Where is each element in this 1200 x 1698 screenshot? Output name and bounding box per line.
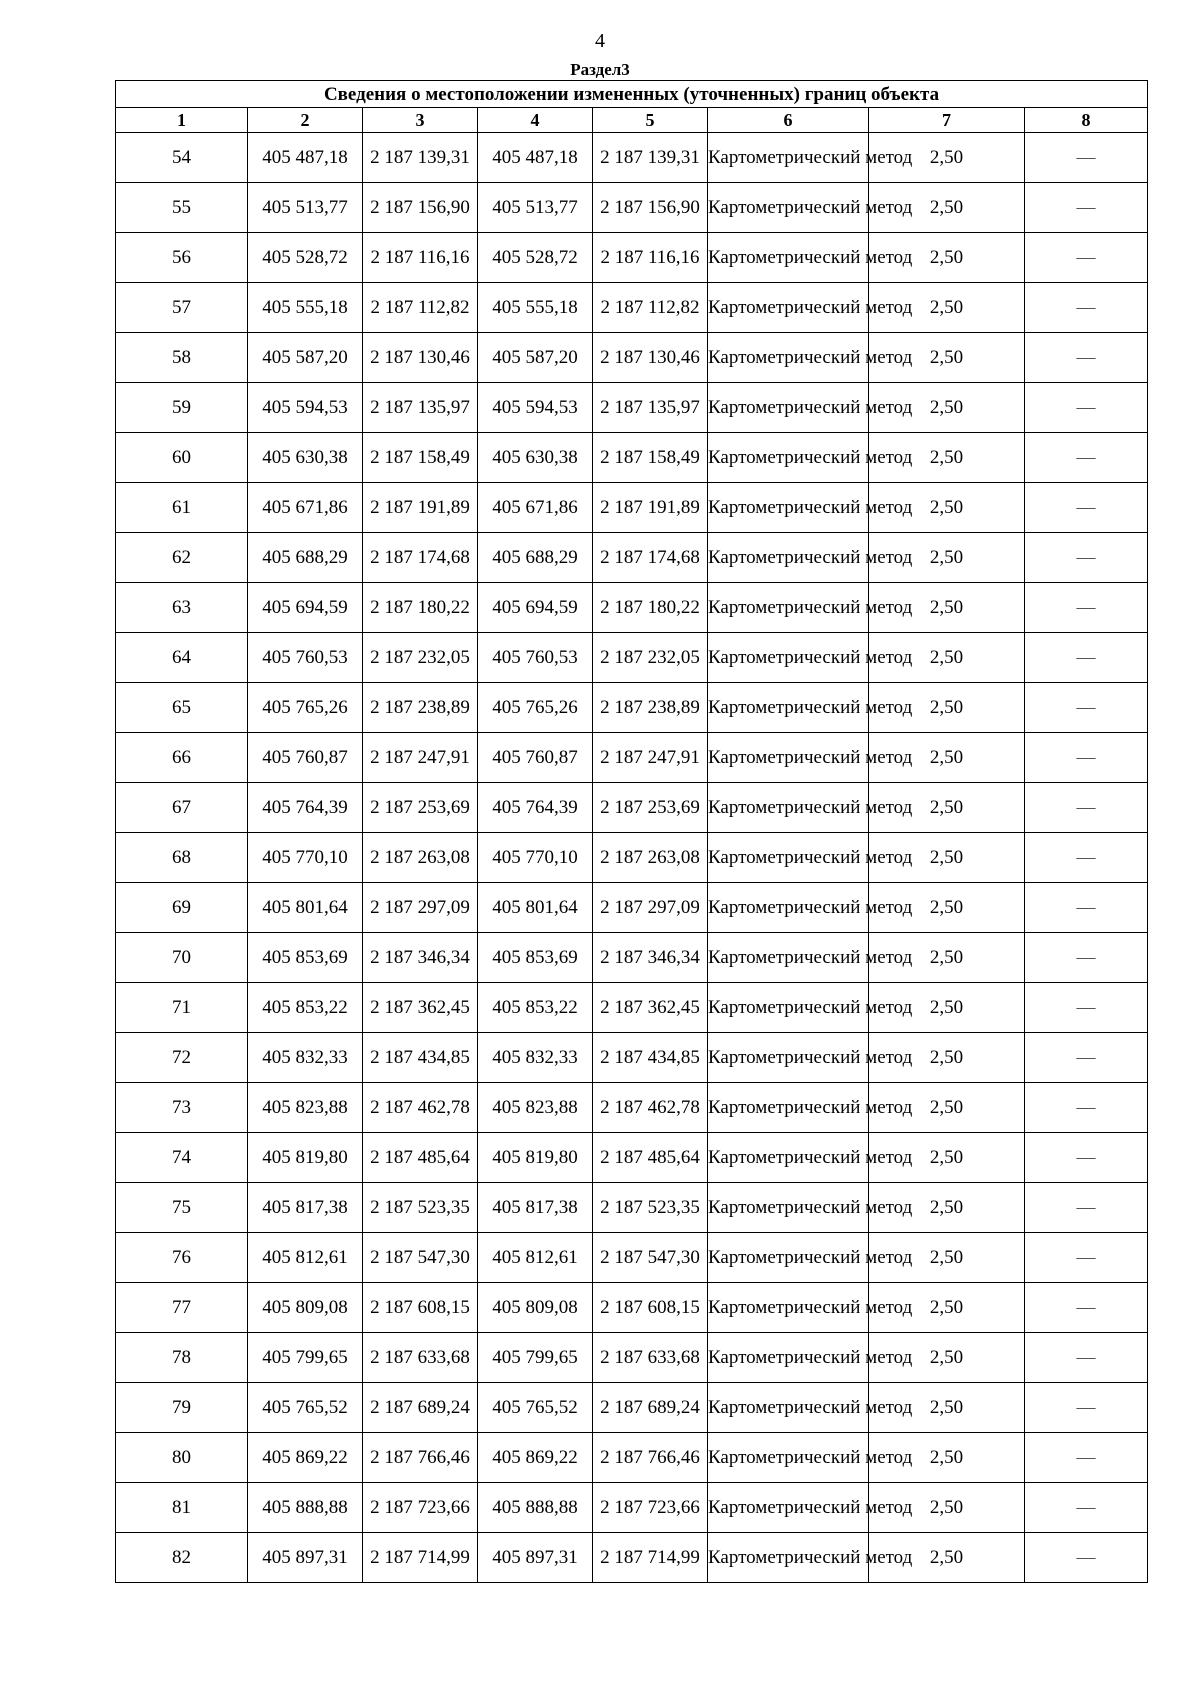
point-number-cell: 62 — [116, 533, 248, 583]
point-number-cell: 55 — [116, 183, 248, 233]
method-cell: Картометрический метод — [708, 533, 869, 583]
method-cell: Картометрический метод — [708, 1533, 869, 1583]
coordinate-cell: 2 187 362,45 — [363, 983, 478, 1033]
table-row — [116, 933, 1148, 983]
coordinate-cell: 2 187 547,30 — [593, 1233, 708, 1283]
table-row — [116, 1483, 1148, 1533]
table-row — [116, 633, 1148, 683]
method-cell: Картометрический метод — [708, 1483, 869, 1533]
coordinate-cell: 405 671,86 — [478, 483, 593, 533]
description-cell: — — [1025, 383, 1148, 433]
accuracy-cell: 2,50 — [869, 1033, 1025, 1083]
coordinate-cell: 2 187 191,89 — [363, 483, 478, 533]
method-cell: Картометрический метод — [708, 633, 869, 683]
coordinate-cell: 2 187 297,09 — [363, 883, 478, 933]
coordinate-cell: 405 897,31 — [248, 1533, 363, 1583]
coordinate-cell: 2 187 633,68 — [363, 1333, 478, 1383]
coordinate-cell: 2 187 434,85 — [363, 1033, 478, 1083]
column-number: 3 — [363, 108, 478, 133]
table-row — [116, 1233, 1148, 1283]
coordinate-cell: 405 823,88 — [248, 1083, 363, 1133]
coordinate-cell: 405 823,88 — [478, 1083, 593, 1133]
description-cell: — — [1025, 883, 1148, 933]
table-row — [116, 883, 1148, 933]
table-row — [116, 583, 1148, 633]
table-row — [116, 1033, 1148, 1083]
accuracy-cell: 2,50 — [869, 1383, 1025, 1433]
coordinate-cell: 2 187 485,64 — [363, 1133, 478, 1183]
coordinate-cell: 405 671,86 — [248, 483, 363, 533]
coordinate-cell: 405 594,53 — [478, 383, 593, 433]
coordinate-cell: 405 869,22 — [248, 1433, 363, 1483]
coordinate-cell: 2 187 714,99 — [593, 1533, 708, 1583]
column-number: 1 — [116, 108, 248, 133]
description-cell: — — [1025, 783, 1148, 833]
table-row — [116, 683, 1148, 733]
accuracy-cell: 2,50 — [869, 233, 1025, 283]
column-number-row — [116, 108, 1148, 133]
coordinate-cell: 405 513,77 — [248, 183, 363, 233]
coordinate-cell: 2 187 158,49 — [363, 433, 478, 483]
coordinate-cell: 405 694,59 — [248, 583, 363, 633]
method-cell: Картометрический метод — [708, 683, 869, 733]
coordinate-cell: 405 819,80 — [478, 1133, 593, 1183]
coordinate-cell: 405 587,20 — [478, 333, 593, 383]
page-number: 4 — [595, 30, 605, 52]
coordinate-cell: 405 760,53 — [248, 633, 363, 683]
description-cell: — — [1025, 183, 1148, 233]
point-number-cell: 80 — [116, 1433, 248, 1483]
table-row — [116, 733, 1148, 783]
method-cell: Картометрический метод — [708, 183, 869, 233]
method-cell: Картометрический метод — [708, 383, 869, 433]
coordinate-cell: 405 765,52 — [248, 1383, 363, 1433]
coordinate-cell: 405 832,33 — [478, 1033, 593, 1083]
coordinate-cell: 2 187 156,90 — [363, 183, 478, 233]
table-row — [116, 383, 1148, 433]
description-cell: — — [1025, 1183, 1148, 1233]
coordinate-cell: 2 187 191,89 — [593, 483, 708, 533]
column-number: 6 — [708, 108, 869, 133]
accuracy-cell: 2,50 — [869, 683, 1025, 733]
coordinate-cell: 2 187 766,46 — [363, 1433, 478, 1483]
method-cell: Картометрический метод — [708, 333, 869, 383]
coordinate-cell: 2 187 238,89 — [593, 683, 708, 733]
accuracy-cell: 2,50 — [869, 333, 1025, 383]
coordinate-cell: 405 630,38 — [478, 433, 593, 483]
coordinate-cell: 2 187 346,34 — [363, 933, 478, 983]
coordinate-cell: 405 688,29 — [478, 533, 593, 583]
coordinate-cell: 405 853,69 — [478, 933, 593, 983]
point-number-cell: 67 — [116, 783, 248, 833]
coordinate-cell: 2 187 180,22 — [593, 583, 708, 633]
coordinate-cell: 405 487,18 — [478, 133, 593, 183]
accuracy-cell: 2,50 — [869, 433, 1025, 483]
coordinate-cell: 2 187 608,15 — [363, 1283, 478, 1333]
table-row — [116, 1333, 1148, 1383]
coordinate-cell: 2 187 723,66 — [593, 1483, 708, 1533]
accuracy-cell: 2,50 — [869, 1333, 1025, 1383]
coordinate-cell: 405 888,88 — [478, 1483, 593, 1533]
coordinate-cell: 405 897,31 — [478, 1533, 593, 1583]
coordinate-cell: 405 528,72 — [248, 233, 363, 283]
coordinate-cell: 2 187 263,08 — [363, 833, 478, 883]
coordinate-cell: 405 760,53 — [478, 633, 593, 683]
coordinate-cell: 2 187 130,46 — [593, 333, 708, 383]
point-number-cell: 61 — [116, 483, 248, 533]
coordinate-cell: 405 770,10 — [478, 833, 593, 883]
table-row — [116, 283, 1148, 333]
description-cell: — — [1025, 1383, 1148, 1433]
accuracy-cell: 2,50 — [869, 483, 1025, 533]
description-cell: — — [1025, 683, 1148, 733]
method-cell: Картометрический метод — [708, 1433, 869, 1483]
coordinate-cell: 405 587,20 — [248, 333, 363, 383]
description-cell: — — [1025, 283, 1148, 333]
coordinate-cell: 2 187 362,45 — [593, 983, 708, 1033]
method-cell: Картометрический метод — [708, 1083, 869, 1133]
accuracy-cell: 2,50 — [869, 833, 1025, 883]
coordinate-cell: 405 809,08 — [248, 1283, 363, 1333]
method-cell: Картометрический метод — [708, 233, 869, 283]
table-row — [116, 533, 1148, 583]
coordinate-cell: 405 765,52 — [478, 1383, 593, 1433]
coordinate-cell: 2 187 247,91 — [593, 733, 708, 783]
accuracy-cell: 2,50 — [869, 583, 1025, 633]
coordinate-cell: 405 799,65 — [478, 1333, 593, 1383]
accuracy-cell: 2,50 — [869, 133, 1025, 183]
coordinate-cell: 2 187 139,31 — [593, 133, 708, 183]
coordinate-cell: 2 187 135,97 — [593, 383, 708, 433]
description-cell: — — [1025, 1283, 1148, 1333]
method-cell: Картометрический метод — [708, 783, 869, 833]
accuracy-cell: 2,50 — [869, 1233, 1025, 1283]
accuracy-cell: 2,50 — [869, 933, 1025, 983]
table-row — [116, 1433, 1148, 1483]
coordinate-cell: 2 187 434,85 — [593, 1033, 708, 1083]
method-cell: Картометрический метод — [708, 933, 869, 983]
accuracy-cell: 2,50 — [869, 533, 1025, 583]
coordinate-cell: 2 187 766,46 — [593, 1433, 708, 1483]
coordinate-cell: 405 809,08 — [478, 1283, 593, 1333]
method-cell: Картометрический метод — [708, 283, 869, 333]
description-cell: — — [1025, 1033, 1148, 1083]
coordinate-cell: 2 187 547,30 — [363, 1233, 478, 1283]
coordinate-cell: 405 812,61 — [478, 1233, 593, 1283]
coordinate-cell: 2 187 689,24 — [363, 1383, 478, 1433]
accuracy-cell: 2,50 — [869, 983, 1025, 1033]
coordinate-cell: 405 513,77 — [478, 183, 593, 233]
coordinate-cell: 2 187 523,35 — [363, 1183, 478, 1233]
boundary-table — [115, 80, 1148, 1583]
accuracy-cell: 2,50 — [869, 633, 1025, 683]
table-row — [116, 1283, 1148, 1333]
coordinate-cell: 2 187 253,69 — [363, 783, 478, 833]
method-cell: Картометрический метод — [708, 983, 869, 1033]
coordinate-cell: 405 799,65 — [248, 1333, 363, 1383]
method-cell: Картометрический метод — [708, 483, 869, 533]
coordinate-cell: 405 760,87 — [478, 733, 593, 783]
description-cell: — — [1025, 933, 1148, 983]
accuracy-cell: 2,50 — [869, 1483, 1025, 1533]
coordinate-cell: 2 187 156,90 — [593, 183, 708, 233]
point-number-cell: 66 — [116, 733, 248, 783]
coordinate-cell: 405 801,64 — [248, 883, 363, 933]
coordinate-cell: 405 853,22 — [248, 983, 363, 1033]
accuracy-cell: 2,50 — [869, 283, 1025, 333]
accuracy-cell: 2,50 — [869, 733, 1025, 783]
coordinate-cell: 2 187 523,35 — [593, 1183, 708, 1233]
coordinate-cell: 2 187 174,68 — [363, 533, 478, 583]
description-cell: — — [1025, 1133, 1148, 1183]
coordinate-cell: 2 187 112,82 — [593, 283, 708, 333]
coordinate-cell: 405 765,26 — [478, 683, 593, 733]
accuracy-cell: 2,50 — [869, 783, 1025, 833]
method-cell: Картометрический метод — [708, 1033, 869, 1083]
point-number-cell: 76 — [116, 1233, 248, 1283]
coordinate-cell: 2 187 130,46 — [363, 333, 478, 383]
method-cell: Картометрический метод — [708, 1133, 869, 1183]
description-cell: — — [1025, 633, 1148, 683]
table-row — [116, 433, 1148, 483]
coordinate-cell: 2 187 112,82 — [363, 283, 478, 333]
accuracy-cell: 2,50 — [869, 383, 1025, 433]
accuracy-cell: 2,50 — [869, 1133, 1025, 1183]
table-row — [116, 233, 1148, 283]
accuracy-cell: 2,50 — [869, 1083, 1025, 1133]
point-number-cell: 81 — [116, 1483, 248, 1533]
point-number-cell: 79 — [116, 1383, 248, 1433]
coordinate-cell: 405 694,59 — [478, 583, 593, 633]
coordinate-cell: 2 187 139,31 — [363, 133, 478, 183]
method-cell: Картометрический метод — [708, 1183, 869, 1233]
column-number: 5 — [593, 108, 708, 133]
method-cell: Картометрический метод — [708, 833, 869, 883]
point-number-cell: 60 — [116, 433, 248, 483]
point-number-cell: 82 — [116, 1533, 248, 1583]
description-cell: — — [1025, 733, 1148, 783]
point-number-cell: 58 — [116, 333, 248, 383]
column-number: 4 — [478, 108, 593, 133]
description-cell: — — [1025, 1533, 1148, 1583]
coordinate-cell: 2 187 232,05 — [363, 633, 478, 683]
description-cell: — — [1025, 483, 1148, 533]
table-row — [116, 1183, 1148, 1233]
coordinate-cell: 405 760,87 — [248, 733, 363, 783]
coordinate-cell: 2 187 232,05 — [593, 633, 708, 683]
point-number-cell: 72 — [116, 1033, 248, 1083]
column-number: 2 — [248, 108, 363, 133]
coordinate-cell: 405 817,38 — [478, 1183, 593, 1233]
section-title: Раздел3 — [570, 60, 630, 79]
coordinate-cell: 2 187 174,68 — [593, 533, 708, 583]
coordinate-cell: 405 832,33 — [248, 1033, 363, 1083]
coordinate-cell: 405 888,88 — [248, 1483, 363, 1533]
point-number-cell: 77 — [116, 1283, 248, 1333]
table-row — [116, 333, 1148, 383]
method-cell: Картометрический метод — [708, 583, 869, 633]
description-cell: — — [1025, 833, 1148, 883]
coordinate-cell: 2 187 462,78 — [363, 1083, 478, 1133]
coordinate-cell: 2 187 263,08 — [593, 833, 708, 883]
point-number-cell: 65 — [116, 683, 248, 733]
point-number-cell: 54 — [116, 133, 248, 183]
point-number-cell: 57 — [116, 283, 248, 333]
coordinate-cell: 2 187 180,22 — [363, 583, 478, 633]
point-number-cell: 64 — [116, 633, 248, 683]
coordinate-cell: 405 819,80 — [248, 1133, 363, 1183]
method-cell: Картометрический метод — [708, 433, 869, 483]
coordinate-cell: 405 812,61 — [248, 1233, 363, 1283]
description-cell: — — [1025, 1483, 1148, 1533]
accuracy-cell: 2,50 — [869, 1283, 1025, 1333]
coordinate-cell: 2 187 116,16 — [593, 233, 708, 283]
table-row — [116, 183, 1148, 233]
table-row — [116, 483, 1148, 533]
table-row — [116, 983, 1148, 1033]
coordinate-cell: 405 528,72 — [478, 233, 593, 283]
coordinate-cell: 405 764,39 — [478, 783, 593, 833]
coordinate-cell: 2 187 135,97 — [363, 383, 478, 433]
accuracy-cell: 2,50 — [869, 1533, 1025, 1583]
coordinate-cell: 2 187 485,64 — [593, 1133, 708, 1183]
coordinate-cell: 405 853,69 — [248, 933, 363, 983]
description-cell: — — [1025, 1233, 1148, 1283]
coordinate-cell: 2 187 158,49 — [593, 433, 708, 483]
description-cell: — — [1025, 1433, 1148, 1483]
accuracy-cell: 2,50 — [869, 1183, 1025, 1233]
description-cell: — — [1025, 533, 1148, 583]
coordinate-cell: 405 487,18 — [248, 133, 363, 183]
accuracy-cell: 2,50 — [869, 883, 1025, 933]
table-body — [116, 133, 1148, 1583]
point-number-cell: 59 — [116, 383, 248, 433]
table-row — [116, 1083, 1148, 1133]
description-cell: — — [1025, 1083, 1148, 1133]
coordinate-cell: 2 187 608,15 — [593, 1283, 708, 1333]
point-number-cell: 73 — [116, 1083, 248, 1133]
point-number-cell: 63 — [116, 583, 248, 633]
point-number-cell: 75 — [116, 1183, 248, 1233]
coordinate-cell: 405 853,22 — [478, 983, 593, 1033]
coordinate-cell: 405 764,39 — [248, 783, 363, 833]
point-number-cell: 68 — [116, 833, 248, 883]
point-number-cell: 69 — [116, 883, 248, 933]
description-cell: — — [1025, 583, 1148, 633]
method-cell: Картометрический метод — [708, 1233, 869, 1283]
coordinate-cell: 2 187 633,68 — [593, 1333, 708, 1383]
coordinate-cell: 2 187 689,24 — [593, 1383, 708, 1433]
coordinate-cell: 2 187 346,34 — [593, 933, 708, 983]
coordinate-cell: 405 765,26 — [248, 683, 363, 733]
coordinate-cell: 2 187 723,66 — [363, 1483, 478, 1533]
method-cell: Картометрический метод — [708, 1333, 869, 1383]
coordinate-cell: 2 187 253,69 — [593, 783, 708, 833]
table-caption: Сведения о местоположении измененных (уточненных) границ объекта — [116, 81, 1148, 108]
description-cell: — — [1025, 983, 1148, 1033]
table-row — [116, 783, 1148, 833]
method-cell: Картометрический метод — [708, 133, 869, 183]
coordinate-cell: 405 555,18 — [478, 283, 593, 333]
method-cell: Картометрический метод — [708, 733, 869, 783]
coordinate-cell: 2 187 116,16 — [363, 233, 478, 283]
description-cell: — — [1025, 333, 1148, 383]
table-row — [116, 833, 1148, 883]
table-row — [116, 1383, 1148, 1433]
point-number-cell: 74 — [116, 1133, 248, 1183]
table-row — [116, 1133, 1148, 1183]
coordinate-cell: 405 630,38 — [248, 433, 363, 483]
description-cell: — — [1025, 433, 1148, 483]
coordinate-cell: 405 594,53 — [248, 383, 363, 433]
method-cell: Картометрический метод — [708, 883, 869, 933]
coordinate-cell: 2 187 297,09 — [593, 883, 708, 933]
coordinate-cell: 405 688,29 — [248, 533, 363, 583]
table-row — [116, 133, 1148, 183]
column-number: 7 — [869, 108, 1025, 133]
coordinate-cell: 405 555,18 — [248, 283, 363, 333]
coordinate-cell: 405 801,64 — [478, 883, 593, 933]
coordinate-cell: 405 770,10 — [248, 833, 363, 883]
column-number: 8 — [1025, 108, 1148, 133]
method-cell: Картометрический метод — [708, 1383, 869, 1433]
accuracy-cell: 2,50 — [869, 1433, 1025, 1483]
point-number-cell: 71 — [116, 983, 248, 1033]
point-number-cell: 78 — [116, 1333, 248, 1383]
accuracy-cell: 2,50 — [869, 183, 1025, 233]
coordinate-cell: 2 187 462,78 — [593, 1083, 708, 1133]
description-cell: — — [1025, 1333, 1148, 1383]
coordinate-cell: 2 187 714,99 — [363, 1533, 478, 1583]
description-cell: — — [1025, 233, 1148, 283]
coordinate-cell: 2 187 238,89 — [363, 683, 478, 733]
table-row — [116, 1533, 1148, 1583]
point-number-cell: 70 — [116, 933, 248, 983]
point-number-cell: 56 — [116, 233, 248, 283]
coordinate-cell: 405 817,38 — [248, 1183, 363, 1233]
description-cell: — — [1025, 133, 1148, 183]
coordinate-cell: 405 869,22 — [478, 1433, 593, 1483]
coordinate-cell: 2 187 247,91 — [363, 733, 478, 783]
method-cell: Картометрический метод — [708, 1283, 869, 1333]
